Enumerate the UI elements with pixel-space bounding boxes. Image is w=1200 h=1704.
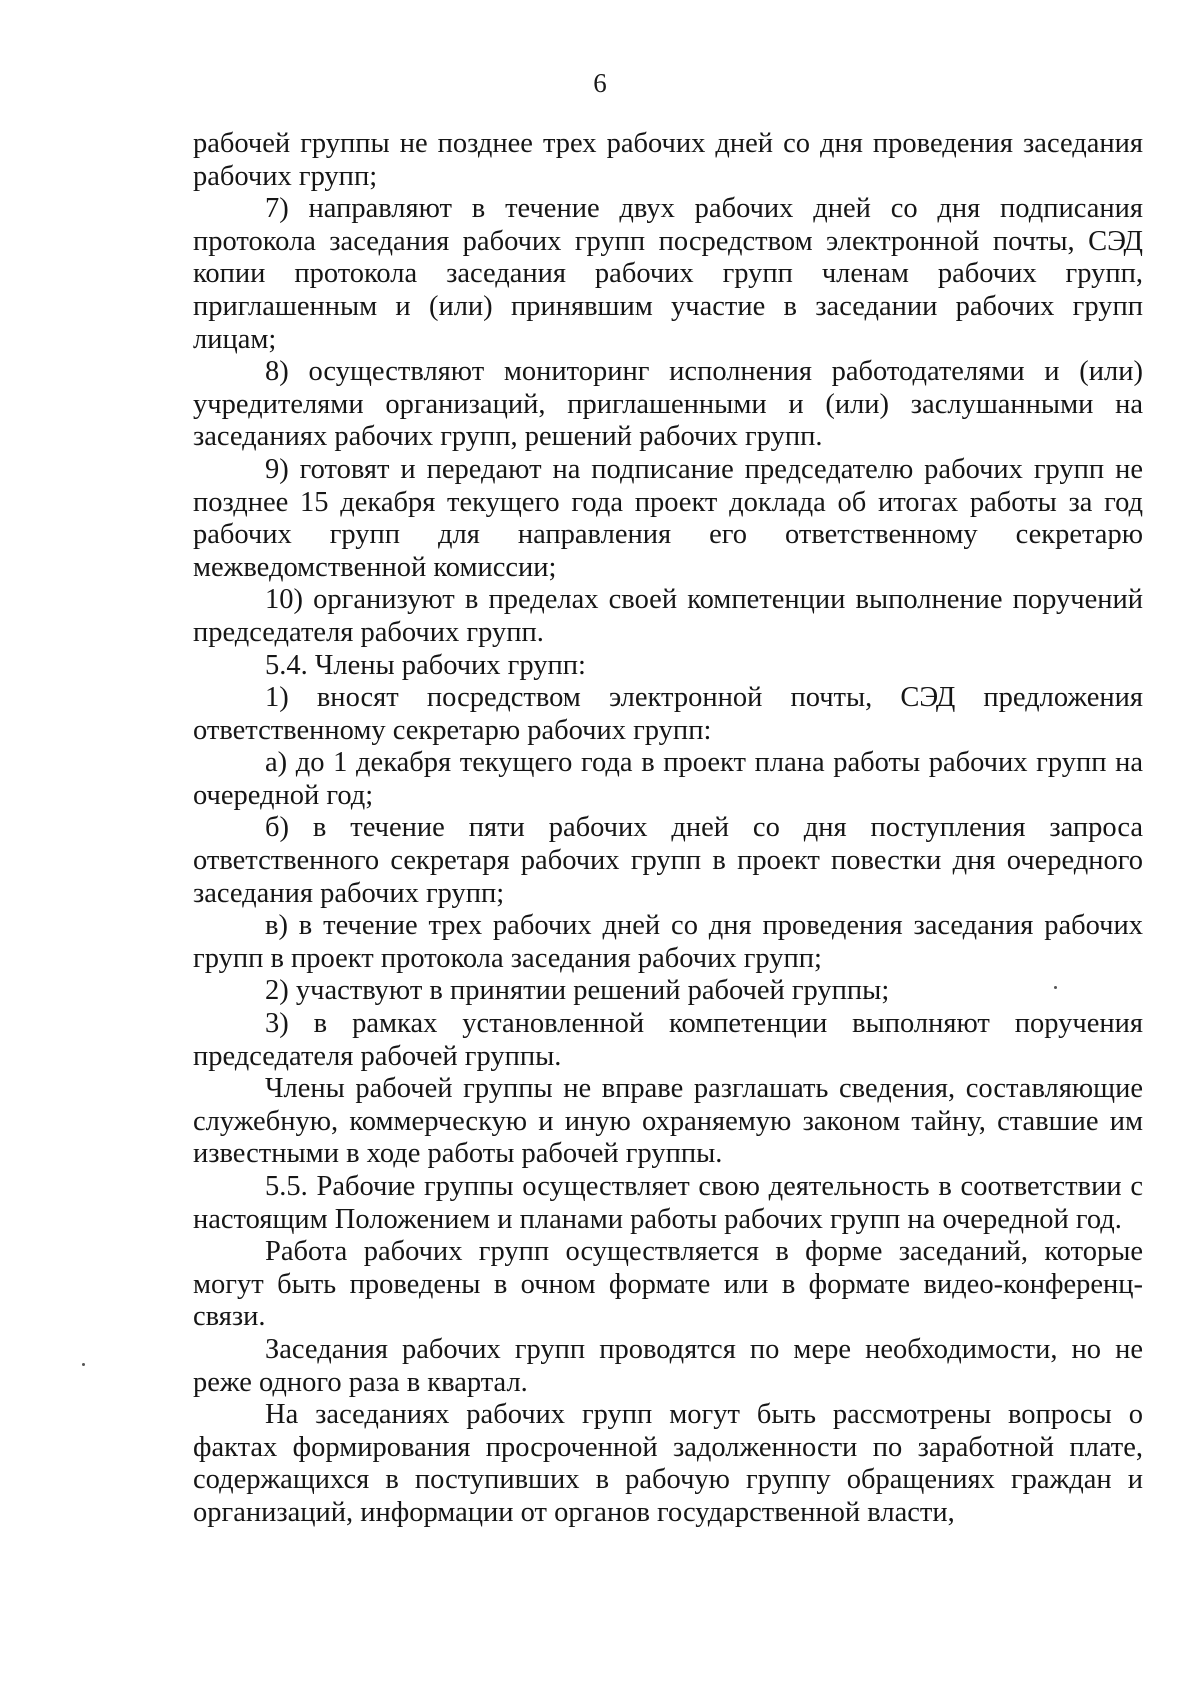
paragraph-meeting-frequency: Заседания рабочих групп проводятся по мере необходимости, но не реже одного раза в квартал. [193,1333,1143,1398]
paragraph-continuation: рабочей группы не позднее трех рабочих дней со дня проведения заседания рабочих групп; [193,128,1143,192]
page-number: 6 [593,68,607,98]
paragraph-item-8: 8) осуществляют мониторинг исполнения работодателями и (или) учредителями организаций, приглашенными и (или) заслушанными на заседаниях рабочих групп, решений рабочих групп. [193,356,1143,453]
paragraph-subitem-v: в) в течение трех рабочих дней со дня проведения заседания рабочих групп в проект протокола заседания рабочих групп; [193,910,1143,974]
paragraph-item-3: 3) в рамках установленной компетенции выполняют поручения председателя рабочей группы. [193,1008,1143,1072]
scan-speck [1054,986,1057,989]
paragraph-item-10: 10) организуют в пределах своей компетенции выполнение поручений председателя рабочих групп. [193,584,1143,648]
document-text [193,128,1143,1530]
paragraph-confidentiality: Члены рабочей группы не вправе разглашать сведения, составляющие служебную, коммерческую и иную охраняемую законом тайну, ставшие им известными в ходе работы рабочей группы. [193,1073,1143,1170]
paragraph-item-7: 7) направляют в течение двух рабочих дней со дня подписания протокола заседания рабочих групп посредством электронной почты, СЭД копии протокола заседания рабочих групп членам рабочих групп, приглашенным и (или) принявшим участие в заседании рабочих групп лицам; [193,193,1143,355]
paragraph-item-1: 1) вносят посредством электронной почты, СЭД предложения ответственному секретарю рабочих групп: [193,682,1143,746]
paragraph-meeting-format: Работа рабочих групп осуществляется в форме заседаний, которые могут быть проведены в очном формате или в формате видео-конференц-связи. [193,1236,1143,1333]
paragraph-item-9: 9) готовят и передают на подписание председателю рабочих групп не позднее 15 декабря текущего года проект доклада об итогах работы за год рабочих групп для направления его ответственному секретарю межведомственной комиссии; [193,453,1143,583]
paragraph-meeting-topics: На заседаниях рабочих групп могут быть рассмотрены вопросы о фактах формирования просроченной задолженности по заработной плате, содержащихся в поступивших в рабочую группу обращениях граждан и организаций, информации от органов государственной власти, [193,1399,1143,1528]
paragraph-subitem-b: б) в течение пяти рабочих дней со дня поступления запроса ответственного секретаря рабочих групп в проект повестки дня очередного заседания рабочих групп; [193,812,1143,909]
paragraph-subitem-a: а) до 1 декабря текущего года в проект плана работы рабочих групп на очередной год; [193,747,1143,811]
section-paragraph-5-5: 5.5. Рабочие группы осуществляет свою деятельность в соответствии с настоящим Положением и планами работы рабочих групп на очередной год. [193,1171,1143,1235]
section-heading-5-4: 5.4. Члены рабочих групп: [265,649,586,681]
paragraph-item-2: 2) участвуют в принятии решений рабочей группы; [265,975,890,1007]
scan-speck [82,1363,85,1366]
